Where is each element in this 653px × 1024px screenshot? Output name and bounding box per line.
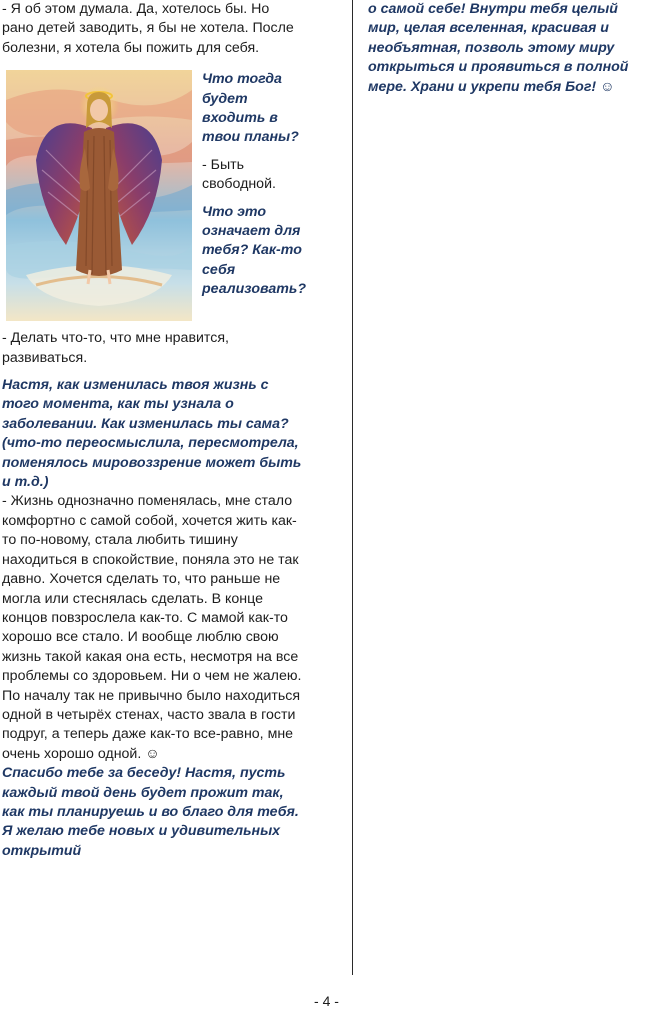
- answer-meaning: - Делать что-то, что мне нравится, развиваться.: [2, 330, 229, 366]
- right-column: [368, 0, 650, 97]
- side-text: [202, 70, 306, 299]
- answer-change: - Жизнь однозначно поменялась, мне стало комфортно с самой собой, хочется жить как-то по-новому, стала любить тишину находиться в спокойствие, поняла это не так давно. Хочется сделать то, что раньше не могла или стеснялась сделать. В конце концов повзрослела как-то. С мамой как-то хорошо все стало. И вообще люблю свою жизнь такой какая она есть, несмотря на все проблемы со здоровьем. Ни о чем не жалею. По началу так не привычно было находиться одной в четырёх стенах, часто звала в гости подруг, а теперь даже как-то все-равно, мне очень хорошо одной. ☺: [2, 493, 302, 762]
- column-divider: [352, 0, 353, 975]
- angel-drawing: [6, 70, 192, 321]
- left-column: [2, 0, 304, 861]
- question-change: Настя, как изменилась твоя жизнь с того момента, как ты узнала о заболевании. Как изменилась ты сама? (что-то переосмыслила, пересмотрела, поменялось мировоззрение может быть и т.д.): [2, 377, 302, 491]
- question-meaning: Что это означает для тебя? Как-то себя реализовать?: [202, 203, 306, 298]
- illustration-row: [2, 70, 304, 321]
- angel-drawing-icon: [6, 70, 192, 321]
- page-number: - 4 -: [314, 993, 339, 1009]
- answer-plans: - Быть свободной.: [202, 156, 276, 193]
- question-plans: Что тогда будет входить в твои планы?: [202, 71, 299, 146]
- closing-start: Спасибо тебе за беседу! Настя, пусть каждый твой день будет прожит так, как ты планируешь и во благо для тебя. Я желаю тебе новых и удивительных открытий: [2, 765, 299, 859]
- closing-end: о самой себе! Внутри тебя целый мир, целая вселенная, красивая и необъятная, позволь этому миру открыться и проявиться в полной мере. Храни и укрепи тебя Бог! ☺: [368, 1, 629, 95]
- intro-answer: - Я об этом думала. Да, хотелось бы. Но рано детей заводить, я бы не хотела. После болезни, я хотела бы пожить для себя.: [2, 1, 294, 56]
